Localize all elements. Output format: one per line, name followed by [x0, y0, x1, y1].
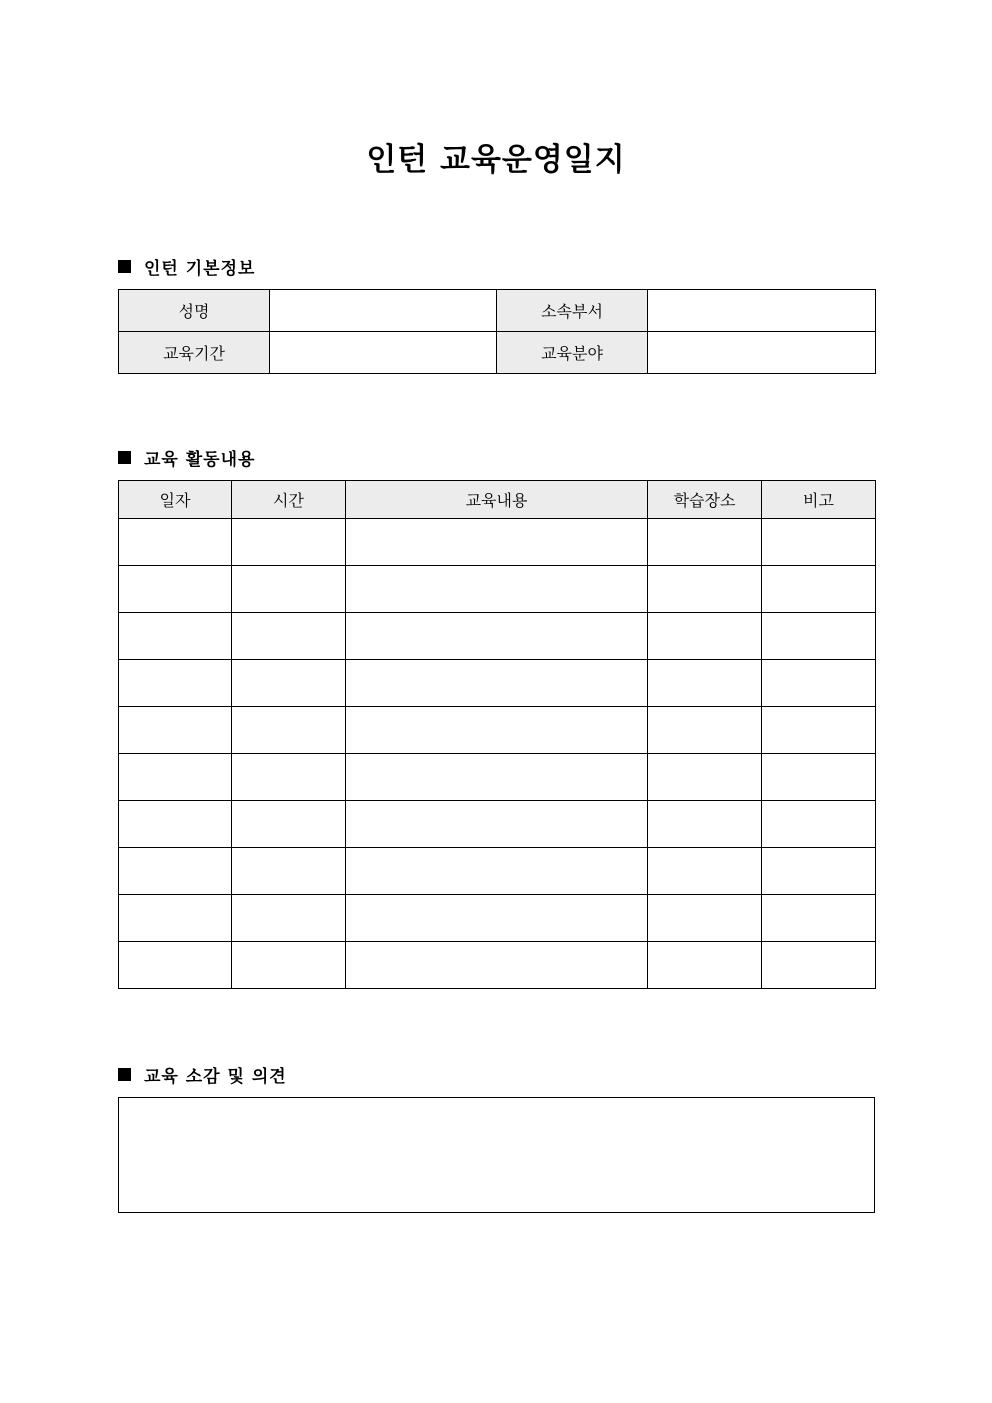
department-field[interactable] — [648, 290, 876, 332]
time-cell[interactable] — [232, 707, 346, 754]
content-cell[interactable] — [346, 895, 648, 942]
date-cell[interactable] — [119, 519, 232, 566]
training-field-label: 교육분야 — [497, 332, 648, 374]
content-cell[interactable] — [346, 613, 648, 660]
date-cell[interactable] — [119, 801, 232, 848]
square-bullet-icon — [118, 451, 131, 464]
date-cell[interactable] — [119, 660, 232, 707]
square-bullet-icon — [118, 1068, 131, 1081]
time-cell[interactable] — [232, 754, 346, 801]
training-field-field[interactable] — [648, 332, 876, 374]
date-cell[interactable] — [119, 707, 232, 754]
table-row — [119, 754, 876, 801]
section-heading-label: 교육 소감 및 의견 — [144, 1067, 287, 1087]
remarks-cell[interactable] — [762, 613, 876, 660]
table-header-row — [119, 481, 876, 519]
remarks-cell[interactable] — [762, 895, 876, 942]
table-row — [119, 942, 876, 989]
table-row — [119, 290, 876, 332]
content-cell[interactable] — [346, 660, 648, 707]
remarks-cell[interactable] — [762, 801, 876, 848]
section-heading-label: 인턴 기본정보 — [144, 259, 256, 279]
table-row — [119, 801, 876, 848]
training-period-field[interactable] — [270, 332, 497, 374]
date-cell[interactable] — [119, 566, 232, 613]
time-cell[interactable] — [232, 660, 346, 707]
section-heading-activities — [118, 445, 255, 470]
date-cell[interactable] — [119, 895, 232, 942]
time-cell[interactable] — [232, 801, 346, 848]
basic-info-table — [118, 289, 876, 374]
content-cell[interactable] — [346, 707, 648, 754]
location-cell[interactable] — [648, 613, 762, 660]
training-period-label: 교육기간 — [119, 332, 270, 374]
department-label: 소속부서 — [497, 290, 648, 332]
time-cell[interactable] — [232, 613, 346, 660]
location-cell[interactable] — [648, 848, 762, 895]
table-row — [119, 848, 876, 895]
location-cell[interactable] — [648, 519, 762, 566]
content-cell[interactable] — [346, 566, 648, 613]
section-heading-basic-info — [118, 254, 255, 279]
location-cell[interactable] — [648, 895, 762, 942]
remarks-cell[interactable] — [762, 519, 876, 566]
table-row — [119, 332, 876, 374]
square-bullet-icon — [118, 260, 131, 273]
time-cell[interactable] — [232, 942, 346, 989]
remarks-cell[interactable] — [762, 660, 876, 707]
location-cell[interactable] — [648, 566, 762, 613]
column-header-time: 시간 — [232, 481, 346, 519]
table-row — [119, 660, 876, 707]
remarks-cell[interactable] — [762, 707, 876, 754]
column-header-date: 일자 — [119, 481, 232, 519]
remarks-cell[interactable] — [762, 848, 876, 895]
time-cell[interactable] — [232, 895, 346, 942]
remarks-cell[interactable] — [762, 754, 876, 801]
column-header-remarks: 비고 — [762, 481, 876, 519]
date-cell[interactable] — [119, 848, 232, 895]
page-title: 인턴 교육운영일지 — [366, 142, 626, 178]
time-cell[interactable] — [232, 848, 346, 895]
column-header-content: 교육내용 — [346, 481, 648, 519]
activity-table-body — [119, 519, 876, 989]
table-row — [119, 566, 876, 613]
location-cell[interactable] — [648, 942, 762, 989]
date-cell[interactable] — [119, 613, 232, 660]
location-cell[interactable] — [648, 707, 762, 754]
date-cell[interactable] — [119, 942, 232, 989]
table-row — [119, 707, 876, 754]
time-cell[interactable] — [232, 566, 346, 613]
remarks-cell[interactable] — [762, 942, 876, 989]
table-row — [119, 613, 876, 660]
content-cell[interactable] — [346, 519, 648, 566]
location-cell[interactable] — [648, 754, 762, 801]
name-label: 성명 — [119, 290, 270, 332]
location-cell[interactable] — [648, 801, 762, 848]
remarks-cell[interactable] — [762, 566, 876, 613]
name-field[interactable] — [270, 290, 497, 332]
activity-table — [118, 480, 876, 989]
table-row — [119, 895, 876, 942]
content-cell[interactable] — [346, 848, 648, 895]
content-cell[interactable] — [346, 942, 648, 989]
time-cell[interactable] — [232, 519, 346, 566]
location-cell[interactable] — [648, 660, 762, 707]
opinion-field[interactable] — [118, 1097, 875, 1213]
table-row — [119, 519, 876, 566]
content-cell[interactable] — [346, 801, 648, 848]
section-heading-opinion — [118, 1062, 287, 1087]
column-header-location: 학습장소 — [648, 481, 762, 519]
date-cell[interactable] — [119, 754, 232, 801]
section-heading-label: 교육 활동내용 — [144, 450, 256, 470]
content-cell[interactable] — [346, 754, 648, 801]
